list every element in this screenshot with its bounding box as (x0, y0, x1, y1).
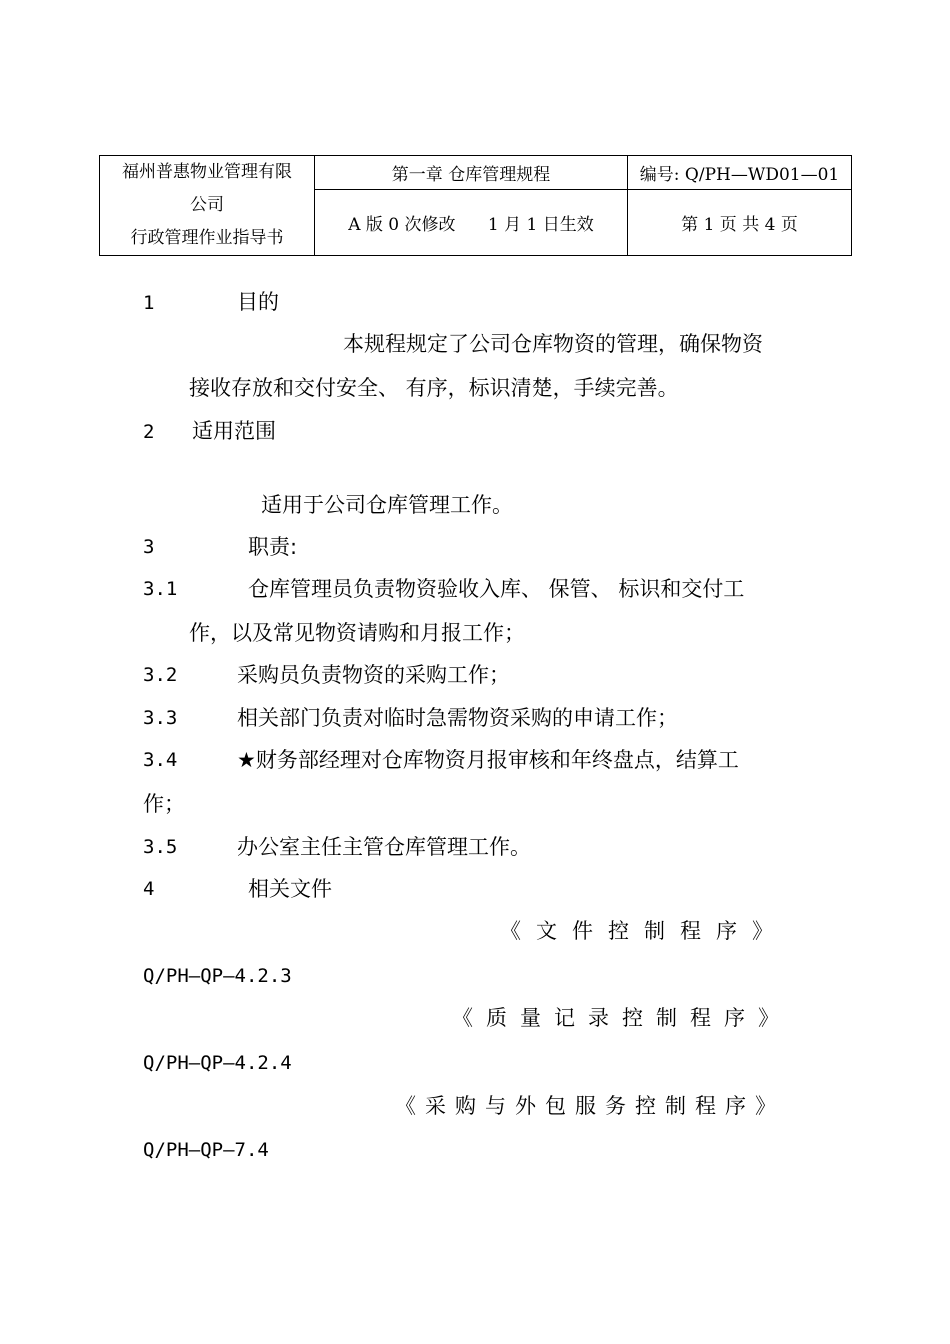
section-3-2-number: 3.2 (143, 664, 178, 686)
section-2-number: 2 (143, 421, 155, 443)
section-1-number: 1 (143, 292, 155, 314)
section-3-4-line1: ★财务部经理对仓库物资月报审核和年终盘点，结算工 (237, 748, 739, 772)
section-3-4-number: 3.4 (143, 749, 178, 771)
section-1-body-line2: 接收存放和交付安全、 有序，标识清楚，手续完善。 (189, 376, 679, 400)
document-header-table (99, 155, 852, 256)
section-3-3-number: 3.3 (143, 707, 178, 729)
section-1-title: 目的 (237, 290, 279, 314)
section-2-body: 适用于公司仓库管理工作。 (261, 493, 513, 517)
company-cell (100, 156, 315, 256)
reference-doc-2-title: 《质量记录控制程序》 (452, 1006, 792, 1030)
section-4-title: 相关文件 (248, 877, 332, 901)
section-4-number: 4 (143, 878, 155, 900)
section-3-5-text: 办公室主任主管仓库管理工作。 (237, 835, 531, 859)
company-name-line1: 福州普惠物业管理有限 (122, 162, 292, 182)
section-3-3-text: 相关部门负责对临时急需物资采购的申请工作； (237, 706, 678, 730)
reference-doc-1-title: 《文件控制程序》 (500, 919, 788, 943)
chapter-title: 第一章 仓库管理规程 (315, 156, 628, 190)
document-type: 行政管理作业指导书 (130, 228, 284, 248)
section-3-title: 职责: (248, 535, 298, 559)
page-info: 第 1 页 共 4 页 (628, 190, 852, 256)
section-3-4-line2: 作； (143, 792, 185, 816)
section-3-1-line2: 作，以及常见物资请购和月报工作； (189, 621, 525, 645)
reference-doc-3-code: Q/PH—QP—7.4 (143, 1139, 269, 1161)
reference-doc-3-title: 《采购与外包服务控制程序》 (395, 1094, 785, 1118)
section-3-number: 3 (143, 536, 155, 558)
reference-doc-2-code: Q/PH—QP—4.2.4 (143, 1052, 292, 1074)
document-code: 编号: Q/PH—WD01—01 (628, 156, 852, 190)
section-3-2-text: 采购员负责物资的采购工作； (237, 663, 510, 687)
version-info: A 版 0 次修改 1 月 1 日生效 (315, 190, 628, 256)
reference-doc-1-code: Q/PH—QP—4.2.3 (143, 965, 292, 987)
company-name-line2: 公司 (190, 195, 224, 215)
section-3-5-number: 3.5 (143, 836, 178, 858)
section-3-1-number: 3.1 (143, 578, 178, 600)
section-1-body-line1: 本规程规定了公司仓库物资的管理，确保物资 (343, 332, 763, 356)
section-2-title: 适用范围 (192, 419, 276, 443)
section-3-1-line1: 仓库管理员负责物资验收入库、 保管、 标识和交付工 (248, 577, 745, 601)
